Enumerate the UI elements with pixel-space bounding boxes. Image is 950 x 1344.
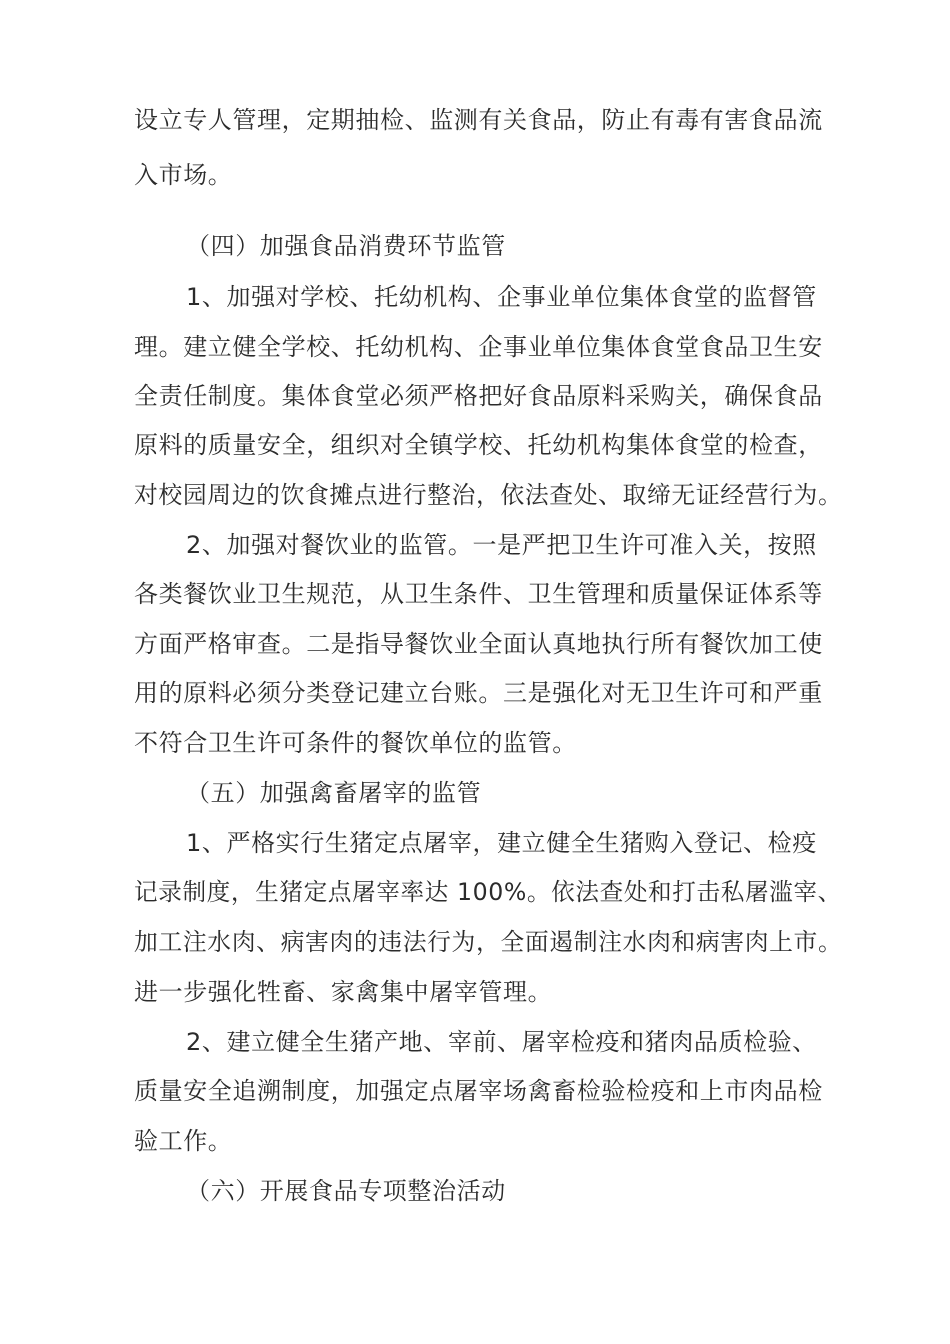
paragraph-line: 不符合卫生许可条件的餐饮单位的监管。 xyxy=(134,729,577,757)
paragraph-line: 进一步强化牲畜、家禽集中屠宰管理。 xyxy=(134,978,553,1006)
paragraph-line: 1、加强对学校、托幼机构、企事业单位集体食堂的监督管 xyxy=(186,283,817,311)
paragraph-line: 2、加强对餐饮业的监管。一是严把卫生许可准入关，按照 xyxy=(186,531,817,559)
paragraph-line: 记录制度，生猪定点屠宰率达 100%。依法查处和打击私屠滥宰、 xyxy=(134,878,842,906)
paragraph-line: 2、建立健全生猪产地、宰前、屠宰检疫和猪肉品质检验、 xyxy=(186,1028,817,1056)
paragraph-line: 各类餐饮业卫生规范，从卫生条件、卫生管理和质量保证体系等 xyxy=(134,580,823,608)
paragraph-line: 设立专人管理，定期抽检、监测有关食品，防止有毒有害食品流 xyxy=(134,106,823,134)
paragraph-line: 原料的质量安全，组织对全镇学校、托幼机构集体食堂的检查， xyxy=(134,431,823,459)
paragraph-line: 方面严格审查。二是指导餐饮业全面认真地执行所有餐饮加工使 xyxy=(134,630,823,658)
paragraph-line: 1、严格实行生猪定点屠宰，建立健全生猪购入登记、检疫 xyxy=(186,829,817,857)
paragraph-line: 入市场。 xyxy=(134,161,233,189)
paragraph-line: 全责任制度。集体食堂必须严格把好食品原料采购关，确保食品 xyxy=(134,382,823,410)
paragraph-line: 验工作。 xyxy=(134,1127,233,1155)
section-heading-5: （五）加强禽畜屠宰的监管 xyxy=(186,779,482,807)
section-heading-4: （四）加强食品消费环节监管 xyxy=(186,232,506,260)
paragraph-line: 质量安全追溯制度，加强定点屠宰场禽畜检验检疫和上市肉品检 xyxy=(134,1077,823,1105)
paragraph-line: 用的原料必须分类登记建立台账。三是强化对无卫生许可和严重 xyxy=(134,679,823,707)
section-heading-6: （六）开展食品专项整治活动 xyxy=(186,1177,506,1205)
paragraph-line: 理。建立健全学校、托幼机构、企事业单位集体食堂食品卫生安 xyxy=(134,333,823,361)
paragraph-line: 加工注水肉、病害肉的违法行为，全面遏制注水肉和病害肉上市。 xyxy=(134,928,843,956)
paragraph-line: 对校园周边的饮食摊点进行整治，依法查处、取缔无证经营行为。 xyxy=(134,481,843,509)
